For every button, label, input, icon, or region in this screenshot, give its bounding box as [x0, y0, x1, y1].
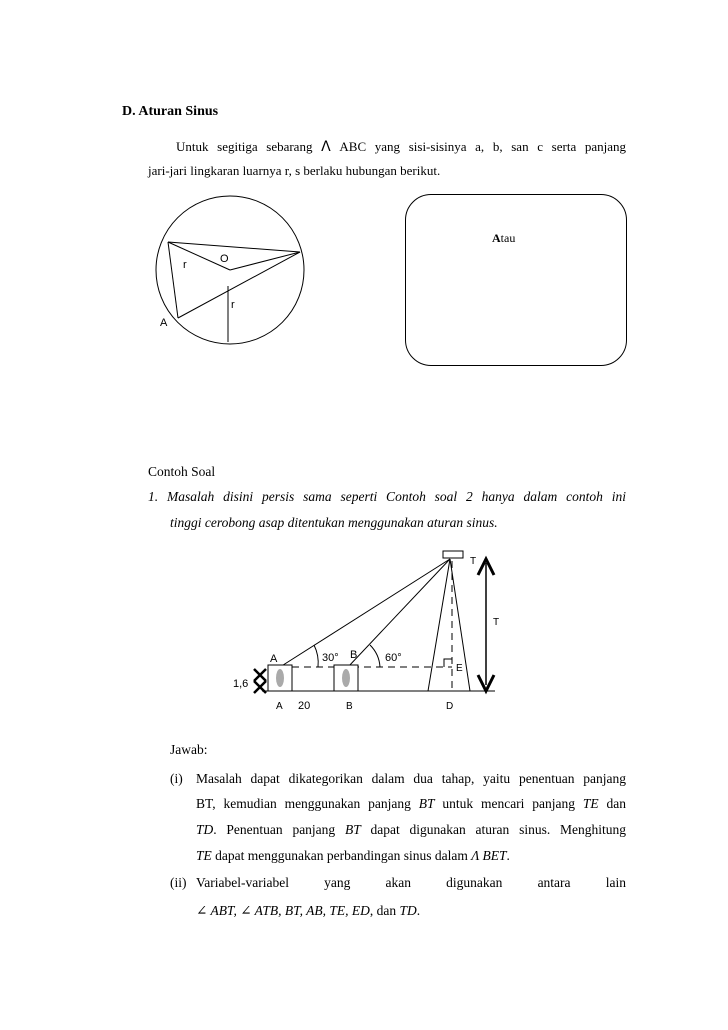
- answer-i-line-2-c: untuk mencari panjang: [434, 796, 583, 811]
- answer-i-line-4-d: .: [506, 848, 510, 863]
- label-r-2: r: [231, 299, 235, 311]
- answer-i-line-4-b: dapat menggunakan perbandingan sinus dalam: [211, 848, 472, 863]
- label-right: T: [493, 617, 500, 628]
- answer-i-line-4-a: TE: [196, 848, 212, 863]
- label-a-top: A: [270, 653, 278, 665]
- answer-ii-variables: ∠ ABT, ∠ ATB, BT, AB, TE, ED: [196, 903, 370, 918]
- intro-text-rest: ABC yang sisi-sisinya a, b, san c serta panjang: [339, 139, 627, 154]
- label-e: E: [456, 663, 463, 674]
- label-o: O: [220, 253, 229, 265]
- answer-i-line-2: [196, 794, 626, 814]
- answer-ii-line-2-c: TD: [399, 903, 417, 918]
- example-title: Contoh Soal: [148, 464, 216, 479]
- example-item-1-line-2: tinggi cerobong asap ditentukan menggunakan aturan sinus.: [170, 515, 498, 530]
- answer-title: Jawab:: [170, 742, 208, 757]
- answer-i-line-3-d: dapat digunakan aturan sinus. Menghitung: [360, 822, 626, 837]
- observer-a-figure: [276, 669, 284, 687]
- answer-i-line-2-b: BT: [418, 796, 435, 811]
- answer-i-line-3-c: BT: [344, 822, 361, 837]
- label-a-bottom: A: [276, 701, 283, 712]
- answer-i-line-3-a: TD: [196, 822, 214, 837]
- answer-i-line-2-d: TE: [582, 796, 599, 811]
- formula-text: [492, 231, 515, 246]
- answer-ii-word-2: yang: [324, 875, 351, 890]
- label-20: 20: [298, 700, 311, 712]
- label-a: A: [160, 317, 168, 329]
- intro-line-2: jari-jari lingkaran luarnya r, s berlaku hubungan berikut.: [148, 163, 441, 178]
- label-height: 1,6: [233, 678, 249, 690]
- answer-i-number: (i): [170, 771, 183, 786]
- label-b-top: B: [350, 649, 358, 661]
- side-bottom: [178, 252, 300, 318]
- answer-ii-line-2-b: , dan: [369, 903, 400, 918]
- side-left: [168, 242, 178, 318]
- line-at: [280, 559, 450, 667]
- formula-text-bold: A: [492, 231, 501, 245]
- label-t: T: [470, 556, 477, 567]
- observer-height-arrow: [254, 669, 266, 693]
- intro-text-start: Untuk segitiga sebarang: [176, 139, 313, 154]
- right-angle-mark: [444, 659, 452, 667]
- answer-i-line-2-a: BT, kemudian menggunakan panjang: [196, 796, 419, 811]
- triangle-symbol: Λ: [321, 139, 331, 155]
- tower-figure: [230, 545, 520, 717]
- section-heading: D. Aturan Sinus: [122, 104, 219, 119]
- radius-line-2: [230, 252, 300, 270]
- answer-ii-word-4: digunakan: [446, 875, 503, 890]
- answer-i-line-4-c: Λ BET: [471, 848, 507, 863]
- answer-ii-word-1: Variabel-variabel: [196, 875, 289, 890]
- formula-box: [405, 194, 627, 366]
- example-item-1-line-1: 1. Masalah disini persis sama seperti Contoh soal 2 hanya dalam contoh ini: [148, 489, 626, 504]
- answer-ii-word-5: antara: [537, 875, 571, 890]
- formula-text-rest: tau: [500, 231, 516, 245]
- label-r-1: r: [183, 259, 187, 271]
- label-b-bottom: B: [346, 701, 353, 712]
- answer-i-line-2-e: dan: [598, 796, 626, 811]
- label-60: 60°: [385, 652, 402, 664]
- observer-b-figure: [342, 669, 350, 687]
- answer-ii-line-1: [196, 873, 626, 893]
- label-d: D: [446, 701, 454, 712]
- tower-top: [443, 551, 463, 558]
- angle-arc-30: [314, 645, 318, 667]
- answer-i-line-4: [196, 846, 510, 866]
- circumcircle-figure: [150, 190, 310, 350]
- answer-ii-number: (ii): [170, 875, 187, 890]
- answer-i-line-3-b: . Penentuan panjang: [213, 822, 345, 837]
- angle-arc-60: [370, 645, 380, 667]
- label-30: 30°: [322, 652, 339, 664]
- answer-i-line-1: Masalah dapat dikategorikan dalam dua tahap, yaitu penentuan panjang: [196, 771, 626, 786]
- answer-ii-line-2: [196, 901, 420, 921]
- intro-line-1: [148, 137, 626, 157]
- answer-ii-word-6: lain: [605, 875, 626, 890]
- answer-i-line-3: [196, 820, 626, 840]
- answer-ii-line-2-d: .: [416, 903, 421, 918]
- answer-ii-word-3: akan: [385, 875, 411, 890]
